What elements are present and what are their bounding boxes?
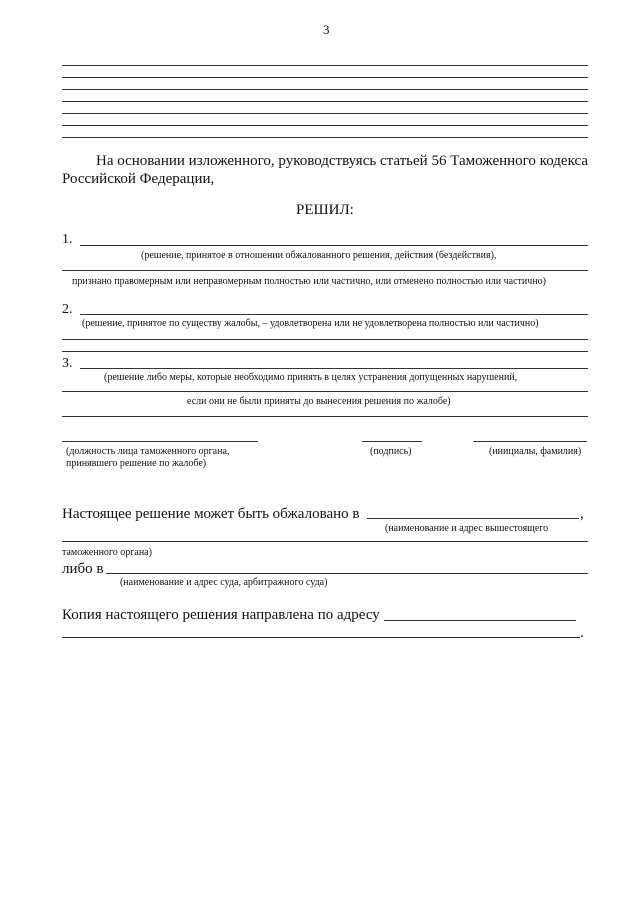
item-2-line-3 (62, 351, 588, 352)
or-in-text: либо в (62, 561, 104, 577)
blank-line (62, 101, 588, 102)
item-2-caption-1: (решение, принятое по существу жалобы, – удовлетворена или не удовлетворена полностью или частично) (82, 318, 539, 329)
item-1-caption-2: признано правомерным или неправомерным полностью или частично, или отменено полностью или частично) (72, 276, 546, 287)
appeal-comma: , (580, 506, 584, 522)
appeal-line-2 (62, 541, 588, 542)
item-3-number: 3. (62, 356, 73, 371)
appeal-text: Настоящее решение может быть обжаловано в (62, 506, 360, 522)
signature-line (362, 441, 422, 442)
copy-period: . (580, 625, 584, 641)
item-1-line-2 (62, 270, 588, 271)
copy-text: Копия настоящего решения направлена по адресу (62, 607, 380, 623)
position-line (62, 441, 258, 442)
signature-caption: (подпись) (370, 446, 412, 457)
copy-line-2 (62, 637, 580, 638)
position-caption-2: принявшего решение по жалобе) (66, 458, 207, 469)
item-2-line-2 (62, 339, 588, 340)
blank-line (62, 65, 588, 66)
item-2-number: 2. (62, 302, 73, 317)
blank-line (62, 77, 588, 78)
position-caption-1: (должность лица таможенного органа, (66, 446, 230, 457)
item-3-line-3 (62, 416, 588, 417)
item-1-line (80, 245, 588, 246)
blank-line (62, 89, 588, 90)
page-number: 3 (323, 22, 330, 37)
court-caption: (наименование и адрес суда, арбитражного суда) (120, 577, 328, 588)
intro-line-1: На основании изложенного, руководствуясь статьей 56 Таможенного кодекса (96, 153, 588, 169)
name-line (473, 441, 587, 442)
copy-line (384, 620, 576, 621)
court-line (106, 573, 588, 574)
item-3-line-2 (62, 391, 588, 392)
blank-line (62, 137, 588, 138)
item-1-number: 1. (62, 232, 73, 247)
intro-line-2: Российской Федерации, (62, 171, 215, 187)
appeal-caption-2: таможенного органа) (62, 547, 152, 558)
item-2-line (80, 314, 588, 315)
item-3-line (80, 368, 588, 369)
appeal-line (367, 518, 579, 519)
item-3-caption-1: (решение либо меры, которые необходимо принять в целях устранения допущенных нарушений, (104, 372, 518, 383)
appeal-caption-1: (наименование и адрес вышестоящего (385, 523, 549, 534)
name-caption: (инициалы, фамилия) (489, 446, 582, 457)
decision-heading: РЕШИЛ: (296, 202, 354, 218)
blank-line (62, 113, 588, 114)
item-1-caption-1: (решение, принятое в отношении обжалованного решения, действия (бездействия), (141, 250, 497, 261)
item-3-caption-2: если они не были приняты до вынесения решения по жалобе) (187, 396, 451, 407)
blank-line (62, 125, 588, 126)
